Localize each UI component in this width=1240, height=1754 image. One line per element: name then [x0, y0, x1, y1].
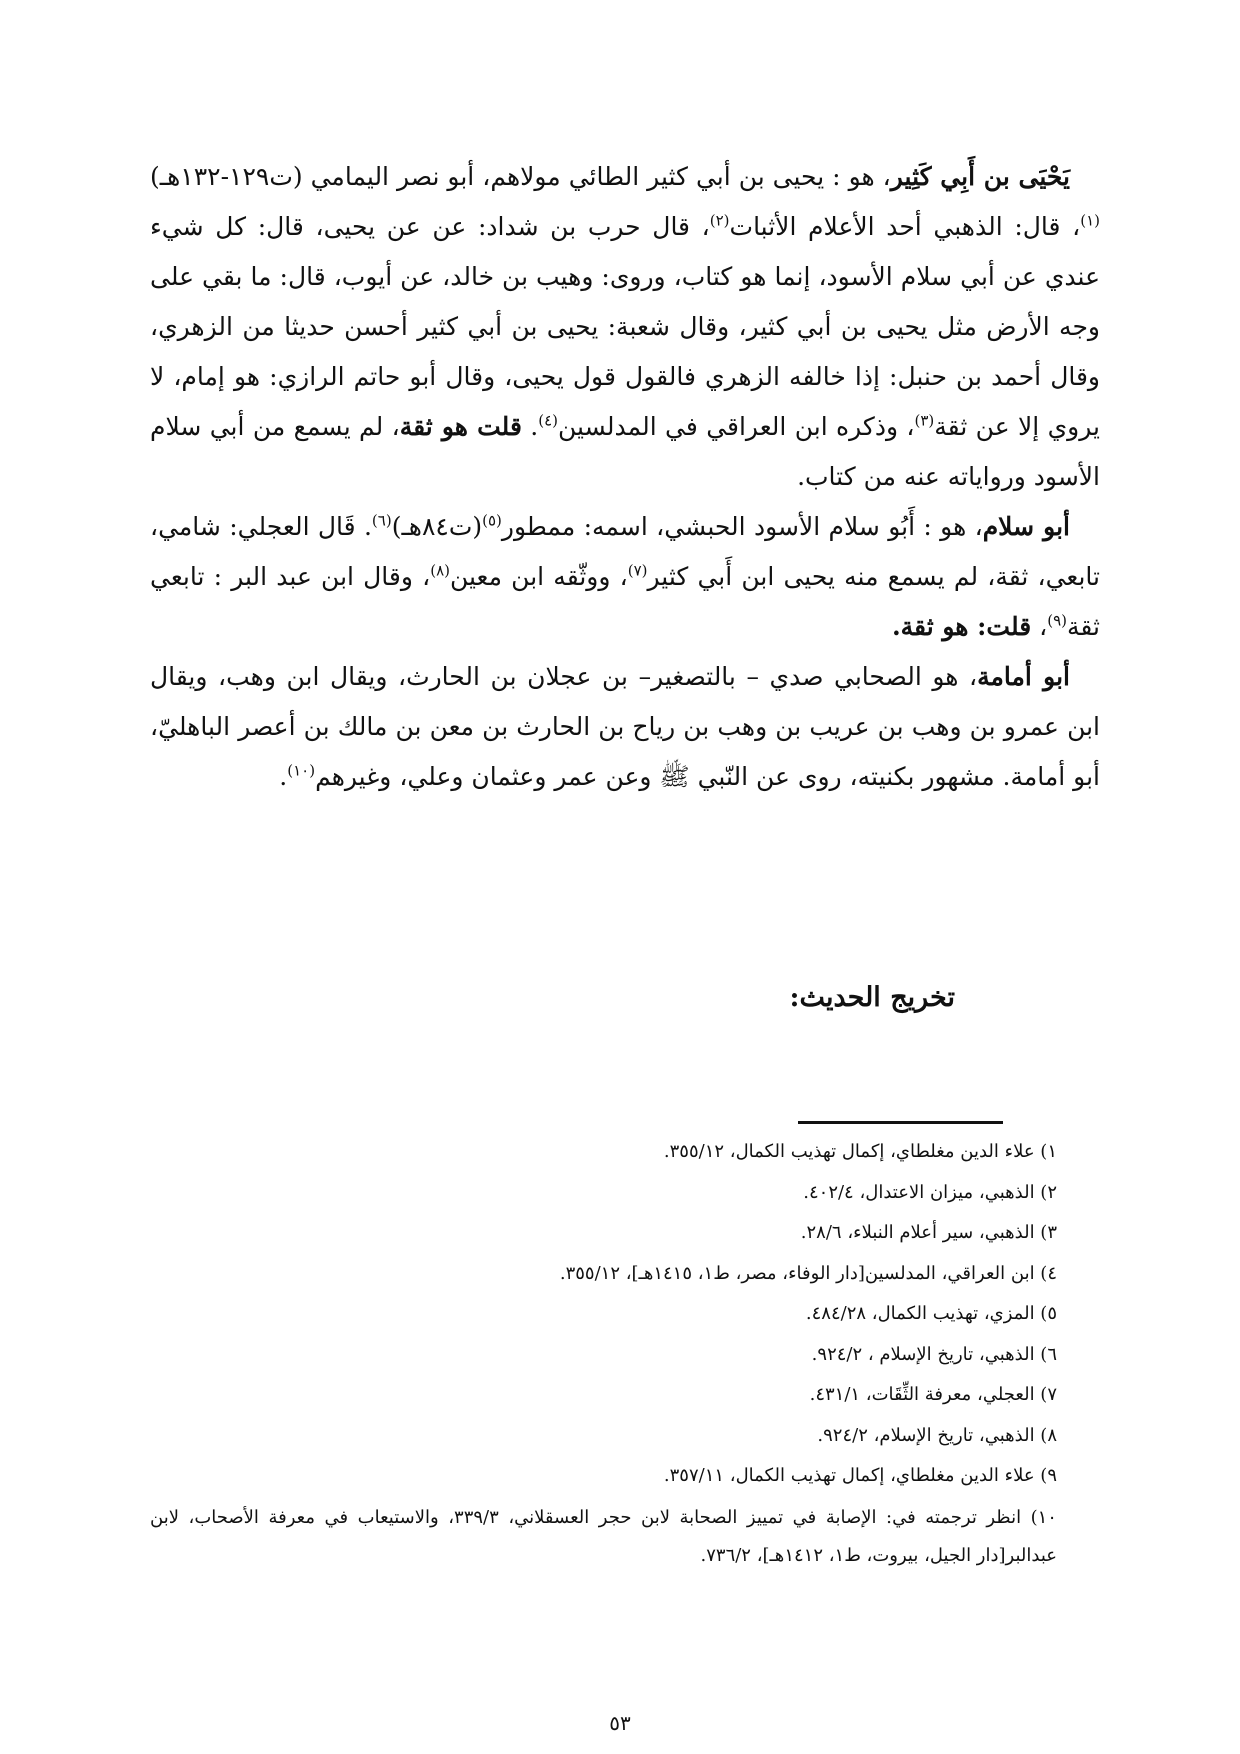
name-yahya: يَحْيَى بن أَبِي كَثِير — [890, 162, 1071, 191]
footnotes-list — [150, 1132, 1057, 1575]
footnote-ref-7[interactable]: (٧) — [627, 561, 648, 580]
footnote-ref-4[interactable]: (٤) — [538, 411, 559, 430]
page-number: ٥٣ — [609, 1711, 631, 1735]
footnote-3: ٣) الذهبي، سير أعلام النبلاء، ٢٨/٦. — [800, 1222, 1057, 1243]
name-abu-umama: أبو أمامة — [977, 662, 1071, 691]
footnote-ref-2[interactable]: (٢) — [709, 211, 730, 230]
footnote-10: ١٠) انظر ترجمته في: الإصابة في تمييز الصحابة لابن حجر العسقلاني، ٣٣٩/٣، والاستيعاب في معرفة الأصحاب، لابن عبدالبر[دار الجيل، بيروت، ط١، ١٤١٢هـ]، ٧٣٦/٢. — [150, 1506, 1057, 1566]
footnote-4: ٤) ابن العراقي، المدلسين[دار الوفاء، مصر، ط١، ١٤١٥هـ]، ٣٥٥/١٢. — [559, 1262, 1057, 1284]
name-abu-salam: أبو سلام — [982, 512, 1070, 541]
footnote-ref-3[interactable]: (٣) — [914, 411, 935, 430]
footnote-ref-10[interactable]: (١٠) — [287, 761, 316, 780]
verdict-yahya: قلت هو ثقة — [399, 412, 522, 441]
footnote-ref-8[interactable]: (٨) — [430, 561, 450, 580]
footnote-ref-6[interactable]: (٦) — [371, 511, 392, 530]
footnote-ref-9[interactable]: (٩) — [1047, 611, 1067, 630]
footnote-7: ٧) العجلي، معرفة الثِّقَات، ٤٣١/١. — [809, 1384, 1057, 1405]
footnote-9: ٩) علاء الدين مغلطاي، إكمال تهذيب الكمال، ٣٥٧/١١. — [663, 1465, 1057, 1486]
footnote-separator — [798, 1121, 1003, 1124]
paragraph-abu-umama: أبو أمامة، هو الصحابي صدي – بالتصغير– بن عجلان بن الحارث، ويقال ابن وهب، ويقال ابن عمرو بن وهب بن عريب بن وهب بن رياح بن الحارث بن معن بن مالك بن أعصر الباهليّ، أبو أمامة. مشهور بكنيته، روى عن النّبي ﷺ وعن عمر وعثمان وعلي، وغيرهم$^{(١٠)}$. — [150, 662, 1101, 791]
footnote-6: ٦) الذهبي، تاريخ الإسلام ، ٩٢٤/٢. — [811, 1343, 1057, 1365]
section-heading: تخريج الحديث: — [789, 982, 955, 1013]
footnote-ref-1[interactable]: (١) — [1080, 211, 1100, 230]
footnote-1: ١) علاء الدين مغلطاي، إكمال تهذيب الكمال، ٣٥٥/١٢. — [663, 1141, 1057, 1162]
paragraph-abu-salam: أبو سلام، هو : أَبُو سلام الأسود الحبشي، اسمه: ممطور$^{(٥)}$(ت٨٤هـ)$^{(٦)}$. قَال العجلي: شامي، تابعي، ثقة، لم يسمع منه يحيى ابن أَبي كثير$^{(٧)}$، ووثّقه ابن معين$^{(٨)}$، وقال ابن عبد البر : تابعي ثقة$^{(٩)}$، قلت: هو ثقة. — [150, 511, 1101, 641]
paragraph-yahya: يَحْيَى بن أَبِي كَثِير، هو : يحيى بن أبي كثير الطائي مولاهم، أبو نصر اليمامي (ت١٢٩-١٣٢هـ)$^{(١)}$، قال: الذهبي أحد الأعلام الأثبات$^{(٢)}$، قال حرب بن شداد: عن عن يحيى، قال: كل شيء عندي عن أبي سلام الأسود، إنما هو كتاب، وروى: وهيب بن خالد، عن أيوب، قال: ما بقي على وجه الأرض مثل يحيى بن أبي كثير، وقال شعبة: يحيى بن أبي كثير أحسن حديثا من الزهري، وقال أحمد بن حنبل: إذا خالفه الزهري فالقول قول يحيى، وقال أبو حاتم الرازي: هو إمام، لا يروي إلا عن ثقة$^{(٣)}$، وذكره ابن العراقي في المدلسين$^{(٤)}$. قلت هو ثقة، لم يسمع من أبي سلام الأسود ورواياته عنه من كتاب. — [150, 162, 1100, 491]
footnote-5: ٥) المزي، تهذيب الكمال، ٤٨٤/٢٨. — [805, 1303, 1057, 1324]
footnote-ref-5[interactable]: (٥) — [482, 511, 502, 530]
footnote-8: ٨) الذهبي، تاريخ الإسلام، ٩٢٤/٢. — [817, 1424, 1057, 1446]
main-text — [150, 152, 1100, 802]
footnote-2: ٢) الذهبي، ميزان الاعتدال، ٤٠٢/٤. — [803, 1181, 1057, 1203]
verdict-abu-salam: قلت: هو ثقة. — [891, 612, 1032, 641]
